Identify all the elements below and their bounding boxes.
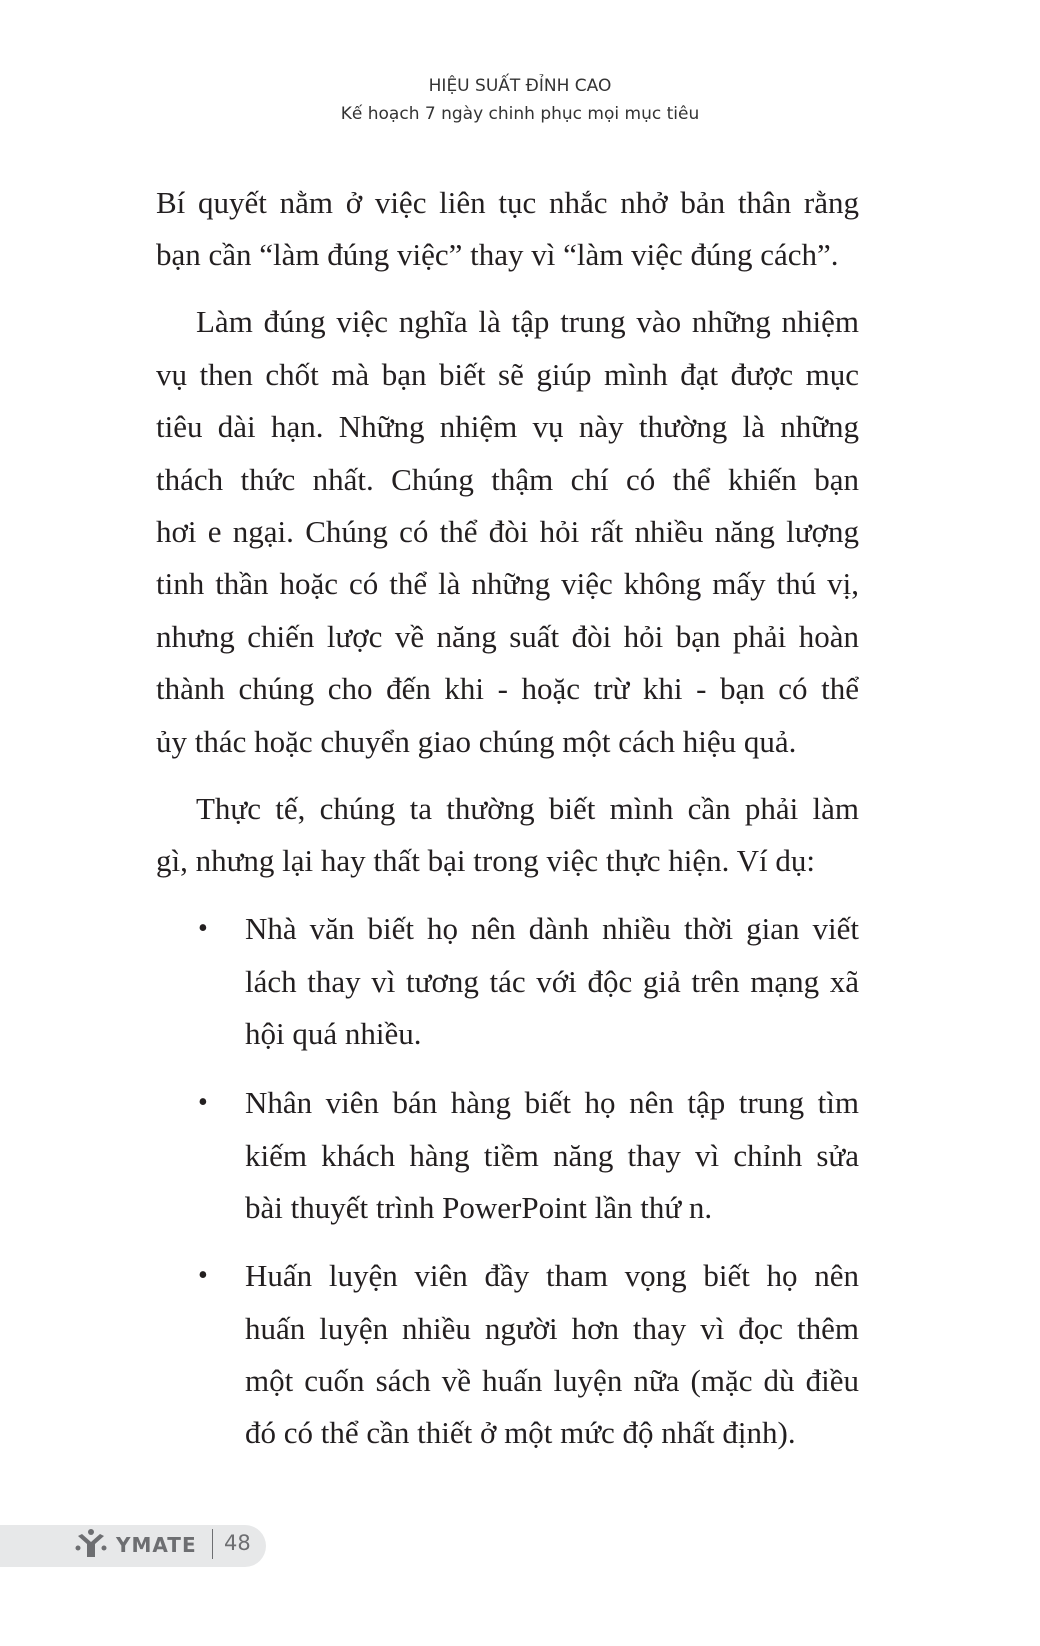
paragraph-line: hơi e ngại. Chúng có thể đòi hỏi rất nhiều năng lượng [156, 514, 859, 549]
bullet-icon: • [198, 913, 208, 944]
bullet-icon: • [198, 1260, 208, 1291]
bullet-line: Nhân viên bán hàng biết họ nên tập trung tìm [245, 1085, 859, 1120]
paragraph-line: ủy thác hoặc chuyển giao chúng một cách hiệu quả. [156, 724, 797, 759]
paragraph-line: tiêu dài hạn. Những nhiệm vụ này thường là những [156, 409, 859, 444]
bullet-line: hội quá nhiều. [245, 1016, 422, 1051]
paragraph-line: Làm đúng việc nghĩa là tập trung vào những nhiệm [196, 304, 859, 339]
running-header-title: HIỆU SUẤT ĐỈNH CAO [428, 76, 612, 96]
bullet-line: kiếm khách hàng tiềm năng thay vì chỉnh sửa [245, 1138, 859, 1173]
paragraph-line: tinh thần hoặc có thể là những việc không mấy thú vị, [156, 566, 859, 601]
paragraph-line: thách thức nhất. Chúng thậm chí có thể khiến bạn [156, 462, 859, 497]
paragraph-line: Thực tế, chúng ta thường biết mình cần phải làm [196, 791, 859, 826]
bullet-icon: • [198, 1087, 208, 1118]
bullet-line: Huấn luyện viên đầy tham vọng biết họ nên [245, 1258, 859, 1293]
paragraph-line: nhưng chiến lược về năng suất đòi hỏi bạn phải hoàn [156, 619, 859, 654]
bullet-line: Nhà văn biết họ nên dành nhiều thời gian viết [245, 911, 859, 946]
paragraph-line: gì, nhưng lại hay thất bại trong việc thực hiện. Ví dụ: [156, 843, 815, 878]
paragraph-line: vụ then chốt mà bạn biết sẽ giúp mình đạt được mục [156, 357, 859, 392]
paragraph-line: bạn cần “làm đúng việc” thay vì “làm việc đúng cách”. [156, 237, 839, 272]
page-number: 48 [224, 1531, 251, 1555]
paragraph-line: thành chúng cho đến khi - hoặc trừ khi - bạn có thể [156, 671, 859, 706]
footer-divider [212, 1529, 213, 1559]
bullet-line: bài thuyết trình PowerPoint lần thứ n. [245, 1190, 713, 1225]
bullet-line: lách thay vì tương tác với độc giả trên mạng xã [245, 964, 859, 999]
paragraph-line: Bí quyết nằm ở việc liên tục nhắc nhở bản thân rằng [156, 185, 859, 220]
bullet-line: huấn luyện nhiều người hơn thay vì đọc thêm [245, 1311, 859, 1346]
bullet-line: đó có thể cần thiết ở một mức độ nhất định). [245, 1415, 796, 1450]
footer-brand: YMATE [116, 1533, 197, 1557]
running-header-subtitle: Kế hoạch 7 ngày chinh phục mọi mục tiêu [340, 104, 700, 124]
bullet-line: một cuốn sách về huấn luyện nữa (mặc dù điều [245, 1363, 859, 1398]
ymate-logo-icon [74, 1528, 108, 1558]
